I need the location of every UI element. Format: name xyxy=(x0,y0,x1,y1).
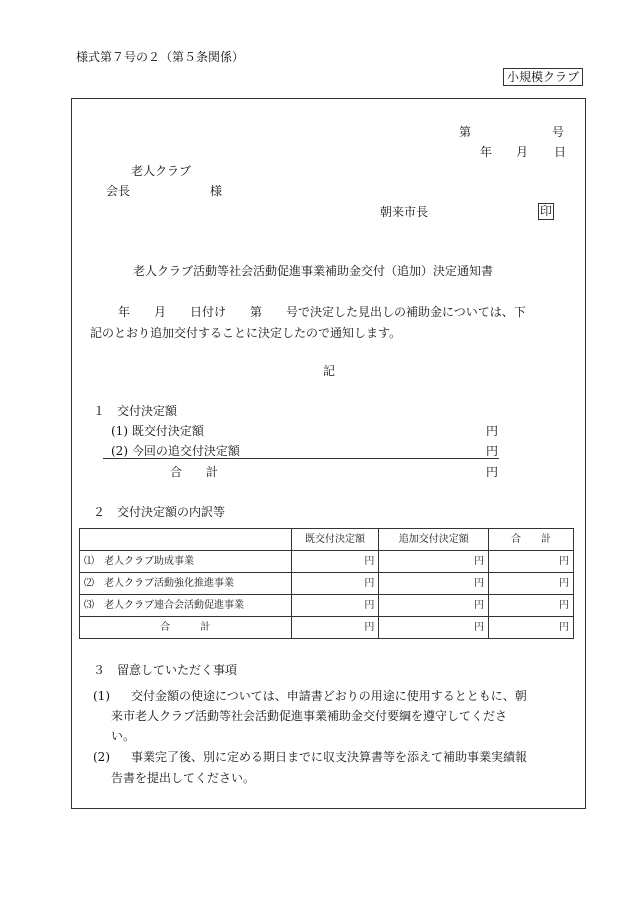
breakdown-table xyxy=(79,528,574,639)
section1-row-total: 合 計 xyxy=(170,465,219,479)
item1-line-2: 来市老人クラブ活動等社会活動促進事業補助金交付要綱を遵守してくださ xyxy=(111,709,508,723)
item2-number: (2) xyxy=(93,750,110,764)
number-prefix: 第 xyxy=(459,125,472,139)
section3-heading: ３ 留意していただく事項 xyxy=(93,663,238,677)
table-row xyxy=(80,573,574,595)
category-badge: 小規模クラブ xyxy=(503,68,583,86)
item2-line-2: 告書を提出してください。 xyxy=(111,771,256,785)
table-row-label: ⑶ 老人クラブ連合会活動促進事業 xyxy=(80,595,292,617)
section1-row-existing-unit: 円 xyxy=(486,424,499,438)
table-cell: 円 xyxy=(291,551,379,573)
table-header-row xyxy=(80,529,574,551)
section2-heading: ２ 交付決定額の内訳等 xyxy=(93,505,226,519)
recipient-chairman: 会長 xyxy=(106,184,131,198)
table-header-blank xyxy=(80,529,292,551)
table-cell: 円 xyxy=(379,573,489,595)
ki-heading: 記 xyxy=(323,364,336,378)
body-line-2: 記のとおり追加交付することに決定したので通知します。 xyxy=(90,326,402,340)
table-row xyxy=(80,595,574,617)
recipient-club: 老人クラブ xyxy=(131,164,192,178)
table-cell: 円 xyxy=(291,573,379,595)
table-header-total: 合 計 xyxy=(489,529,574,551)
table-cell: 円 xyxy=(379,551,489,573)
table-row-label: ⑵ 老人クラブ活動強化推進事業 xyxy=(80,573,292,595)
table-header-existing: 既交付決定額 xyxy=(291,529,379,551)
item1-line-3: い。 xyxy=(111,729,136,743)
seal-mark: 印 xyxy=(540,204,553,218)
section1-row-existing: (1) 既交付決定額 xyxy=(111,424,204,438)
section1-row-total-unit: 円 xyxy=(486,465,499,479)
form-id: 様式第７号の２（第５条関係） xyxy=(76,50,245,64)
table-cell: 円 xyxy=(379,595,489,617)
document-title: 老人クラブ活動等社会活動促進事業補助金交付（追加）決定通知書 xyxy=(133,264,494,278)
recipient-honorific: 様 xyxy=(210,184,223,198)
number-suffix: 号 xyxy=(552,125,565,139)
date-day: 日 xyxy=(554,145,567,159)
date-year: 年 xyxy=(480,145,493,159)
item1-number: (1) xyxy=(93,689,110,703)
body-line-1: 年 月 日付け 第 号で決定した見出しの補助金については、下 xyxy=(118,305,526,319)
table-cell: 円 xyxy=(489,617,574,639)
item2-line-1: 事業完了後、別に定める期日までに収支決算書等を添えて補助事業実績報 xyxy=(131,750,528,764)
issuer-name: 朝来市長 xyxy=(380,205,429,219)
date-month: 月 xyxy=(516,145,529,159)
section1-heading: １ 交付決定額 xyxy=(93,404,178,418)
table-header-additional: 追加交付決定額 xyxy=(379,529,489,551)
table-total-row xyxy=(80,617,574,639)
table-row xyxy=(80,551,574,573)
section1-sum-line xyxy=(103,458,499,459)
table-cell: 円 xyxy=(379,617,489,639)
table-cell: 円 xyxy=(489,551,574,573)
section1-row-additional: (2) 今回の追交付決定額 xyxy=(111,444,240,458)
table-cell: 円 xyxy=(489,595,574,617)
item1-line-1: 交付金額の使途については、申請書どおりの用途に使用するとともに、朝 xyxy=(131,689,527,703)
table-row-label: ⑴ 老人クラブ助成事業 xyxy=(80,551,292,573)
table-cell: 円 xyxy=(489,573,574,595)
section1-row-additional-unit: 円 xyxy=(486,444,499,458)
table-row-label: 合 計 xyxy=(80,617,292,639)
table-cell: 円 xyxy=(291,617,379,639)
table-cell: 円 xyxy=(291,595,379,617)
